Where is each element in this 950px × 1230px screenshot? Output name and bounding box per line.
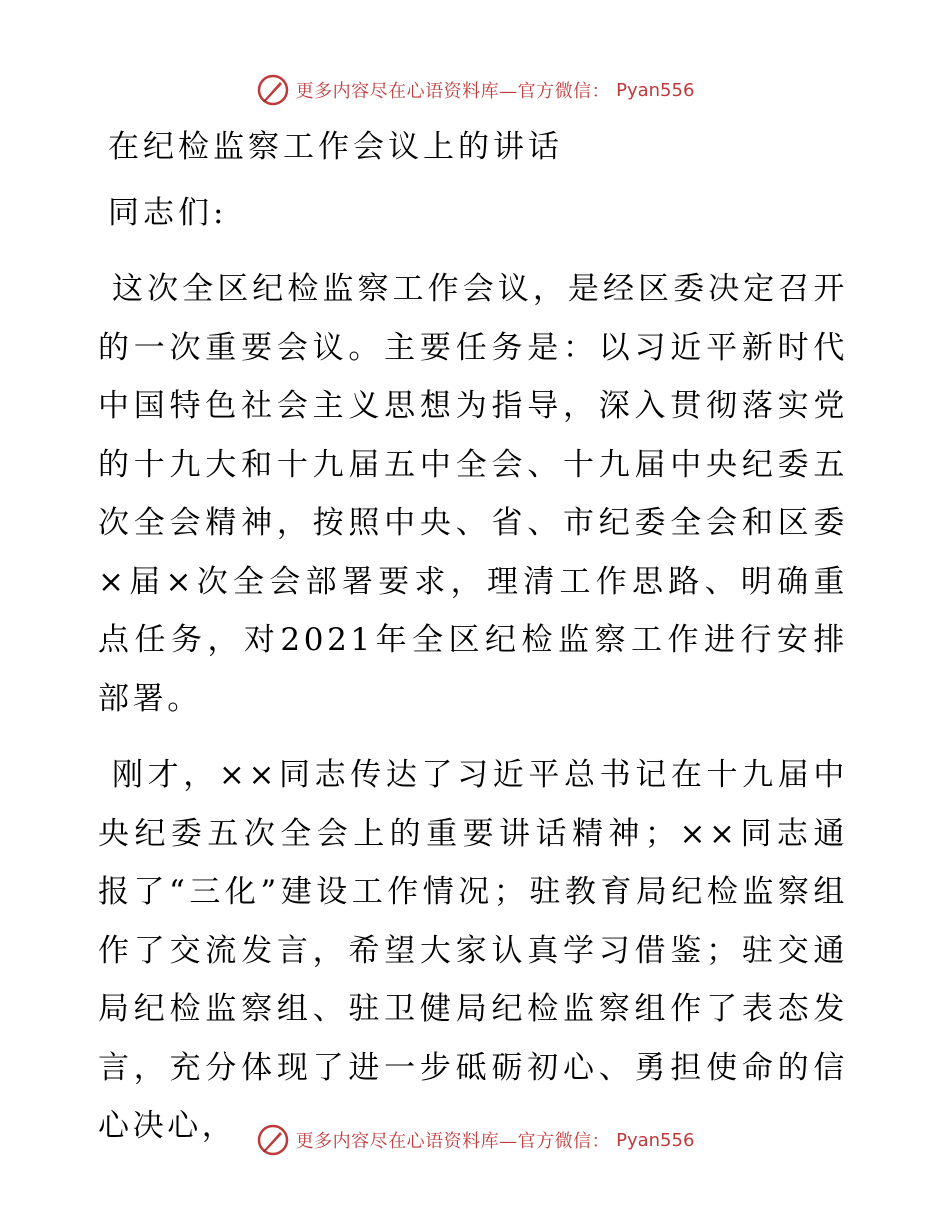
document-title: 在纪检监察工作会议上的讲话 xyxy=(108,129,563,165)
watermark-text: 更多内容尽在心语资料库—官方微信： xyxy=(295,1131,611,1152)
header-watermark-banner xyxy=(0,70,950,110)
footer-watermark-banner xyxy=(0,1120,950,1160)
feather-pen-icon xyxy=(256,1123,290,1157)
greeting-line: 同志们: xyxy=(108,195,228,231)
document-body xyxy=(98,118,848,1174)
feather-pen-icon xyxy=(256,73,290,107)
watermark-text: 更多内容尽在心语资料库—官方微信： xyxy=(295,81,611,102)
watermark-wechat-id: Pyan556 xyxy=(616,1129,695,1151)
paragraph-2: 刚才，××同志传达了习近平总书记在十九届中央纪委五次全会上的重要讲话精神；××同志通报了“三化”建设工作情况；驻教育局纪检监察组作了交流发言，希望大家认真学习借鉴；驻交通局纪检监察组、驻卫健局纪检监察组作了表态发言，充分体现了进一步砥砺初心、勇担使命的信心决心， xyxy=(98,757,848,1144)
watermark-wechat-id: Pyan556 xyxy=(616,79,695,101)
paragraph-1: 这次全区纪检监察工作会议，是经区委决定召开的一次重要会议。主要任务是：以习近平新时代中国特色社会主义思想为指导，深入贯彻落实党的十九大和十九届五中全会、十九届中央纪委五次全会精神，按照中央、省、市纪委全会和区委×届×次全会部署要求，理清工作思路、明确重点任务，对2021年全区纪检监察工作进行安排部署。 xyxy=(98,271,848,717)
